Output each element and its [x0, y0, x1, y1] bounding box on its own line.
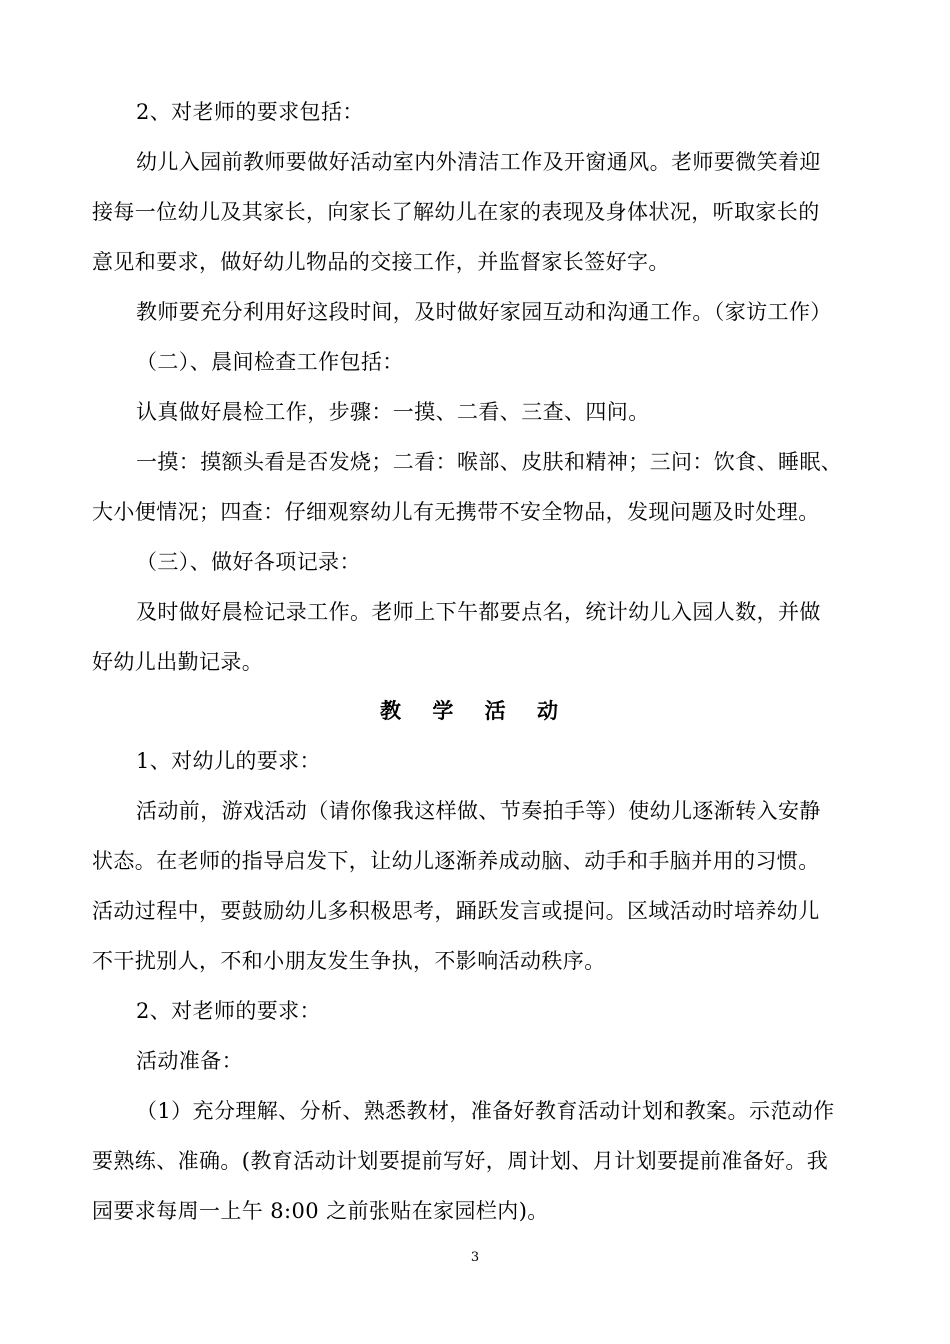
- section-heading-morning-check: （二）、晨间检查工作包括：: [136, 350, 404, 374]
- paragraph-line: 不干扰别人，不和小朋友发生争执，不影响活动秩序。: [92, 949, 606, 973]
- subsection-heading-teacher-requirements: 2、对老师的要求：: [136, 999, 321, 1023]
- paragraph-line: 要熟练、准确。(教育活动计划要提前写好，周计划、月计划要提前准备好。我: [92, 1149, 829, 1173]
- paragraph-line: 幼儿入园前教师要做好活动室内外清洁工作及开窗通风。老师要微笑着迎: [136, 150, 821, 174]
- paragraph-line: 活动前，游戏活动（请你像我这样做、节奏拍手等）使幼儿逐渐转入安静: [136, 799, 821, 823]
- paragraph-line: 一摸：摸额头看是否发烧；二看：喉部、皮肤和精神；三问：饮食、睡眠、: [136, 450, 843, 474]
- paragraph-line: 活动准备：: [136, 1049, 243, 1073]
- paragraph-line: 接每一位幼儿及其家长，向家长了解幼儿在家的表现及身体状况，听取家长的: [92, 200, 820, 224]
- paragraph-line: 认真做好晨检工作，步骤：一摸、二看、三查、四问。: [136, 400, 650, 424]
- paragraph-line: 活动过程中，要鼓励幼儿多积极思考，踊跃发言或提问。区域活动时培养幼儿: [92, 899, 820, 923]
- paragraph-line: 好幼儿出勤记录。: [92, 650, 264, 674]
- section-title-teaching-activities: 教 学 活 动: [380, 698, 570, 723]
- paragraph-line: 意见和要求，做好幼儿物品的交接工作，并监督家长签好字。: [92, 250, 670, 274]
- paragraph-line: 大小便情况；四查：仔细观察幼儿有无携带不安全物品，发现问题及时处理。: [92, 500, 820, 524]
- section-heading-records: （三）、做好各项记录：: [136, 550, 361, 574]
- paragraph-line: 园要求每周一上午 8:00 之前张贴在家园栏内)。: [92, 1199, 549, 1223]
- paragraph-line: 教师要充分利用好这段时间，及时做好家园互动和沟通工作。（家访工作）: [136, 300, 832, 324]
- page-number: 3: [470, 1250, 480, 1265]
- subsection-heading-child-requirements: 1、对幼儿的要求：: [136, 749, 321, 773]
- paragraph-line: 及时做好晨检记录工作。老师上下午都要点名，统计幼儿入园人数，并做: [136, 600, 821, 624]
- paragraph-line: （1）充分理解、分析、熟悉教材，准备好教育活动计划和教案。示范动作: [136, 1099, 835, 1123]
- paragraph-teacher-requirements-heading: 2、对老师的要求包括：: [136, 100, 364, 124]
- paragraph-line: 状态。在老师的指导启发下，让幼儿逐渐养成动脑、动手和手脑并用的习惯。: [92, 849, 820, 873]
